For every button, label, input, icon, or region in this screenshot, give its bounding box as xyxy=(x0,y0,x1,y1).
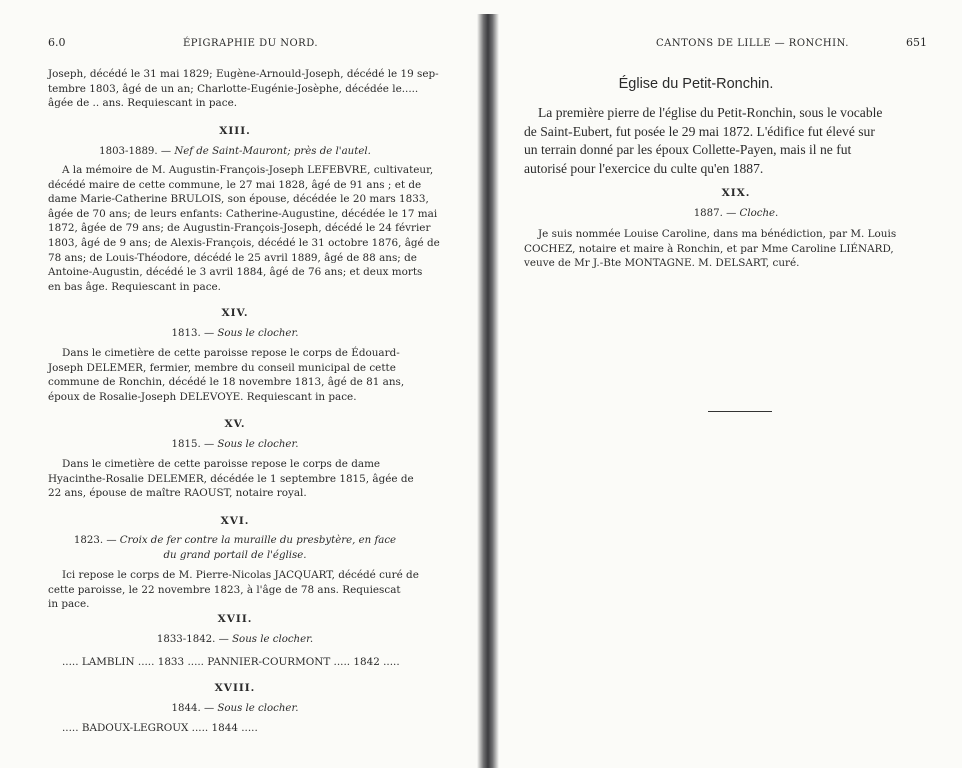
entry-text xyxy=(48,457,423,501)
entry-heading: 1813. — Sous le clocher. xyxy=(171,328,299,339)
intro-paragraph xyxy=(524,104,899,178)
text-line: ..... LAMBLIN ..... 1833 ..... PANNIER-COURMONT ..... 1842 ..... xyxy=(62,656,400,668)
text-line: décédé maire de cette commune, le 27 mai 1828, âgé de 91 ans ; et de xyxy=(48,178,422,191)
entry-location: Croix de fer contre la muraille du presbytère, en face xyxy=(119,535,397,546)
entry-text xyxy=(48,655,423,670)
entry-text xyxy=(48,346,423,404)
left-page-number: 6.0 xyxy=(48,36,66,49)
entry-numeral: XVIII. xyxy=(214,682,256,694)
entry-heading-cont xyxy=(0,550,470,561)
entry-numeral: XIV. xyxy=(221,307,249,319)
text-line: en bas âge. Requiescant in pace. xyxy=(48,280,221,293)
entry-date: 1803-1889. xyxy=(99,146,158,157)
entry-heading: 1844. — Sous le clocher. xyxy=(171,703,299,714)
text-line: Je suis nommée Louise Caroline, dans ma bénédiction, par M. Louis xyxy=(538,228,897,240)
entry-location: Nef de Saint-Mauront; près de l'autel. xyxy=(174,146,371,157)
text-line: Joseph DELEMER, fermier, membre du conseil municipal de cette xyxy=(48,361,396,374)
entry-location: Sous le clocher. xyxy=(217,439,299,450)
entry-numeral: XV. xyxy=(224,418,246,430)
section-title: Église du Petit-Ronchin. xyxy=(618,76,774,92)
text-line: autorisé pour l'exercice du culte qu'en 1887. xyxy=(524,160,764,176)
entry-text xyxy=(48,721,423,736)
end-rule xyxy=(708,411,772,412)
entry-date: 1813. xyxy=(171,328,201,339)
entry-heading: 1833-1842. — Sous le clocher. xyxy=(156,634,314,645)
intro-paragraph xyxy=(48,67,439,111)
entry-heading: 1815. — Sous le clocher. xyxy=(171,439,299,450)
right-page xyxy=(496,0,962,768)
right-page-number: 651 xyxy=(906,36,927,49)
text-line: Ici repose le corps de M. Pierre-Nicolas JACQUART, décédé curé de xyxy=(62,569,419,581)
entry-location: Cloche. xyxy=(739,208,779,219)
entry-heading: 1887. — Cloche. xyxy=(693,208,779,219)
text-line: Dans le cimetière de cette paroisse repose le corps de Édouard- xyxy=(62,347,400,359)
text-line: de Saint-Eubert, fut posée le 29 mai 1872. L'édifice fut élevé sur xyxy=(524,123,875,139)
left-running-head: ÉPIGRAPHIE DU NORD. xyxy=(183,38,319,49)
text-line: 78 ans; de Louis-Théodore, décédé le 25 avril 1889, âgé de 88 ans; de xyxy=(48,251,417,264)
text-line: âgée de 70 ans; de leurs enfants: Catherine-Augustine, décédée le 17 mai xyxy=(48,207,438,220)
right-running-head: CANTONS DE LILLE — RONCHIN. xyxy=(656,38,849,49)
text-line: Antoine-Augustin, décédé le 3 avril 1884, âgé de 76 ans; et deux morts xyxy=(48,266,423,279)
text-line: 1803, âgé de 9 ans; de Alexis-François, décédé le 31 octobre 1876, âgé de xyxy=(48,236,440,249)
text-line: un terrain donné par les époux Collette-Payen, mais il ne fut xyxy=(524,142,852,158)
text-line: A la mémoire de M. Augustin-François-Joseph LEFEBVRE, cultivateur, xyxy=(62,164,434,176)
entry-location-2: du grand portail de l'église. xyxy=(163,550,307,561)
text-line: 1872, âgée de 79 ans; de Augustin-François-Joseph, décédé le 24 février xyxy=(48,222,431,235)
entry-text xyxy=(48,568,423,612)
entry-date: 1833-1842. xyxy=(156,634,216,645)
entry-location: Sous le clocher. xyxy=(217,703,299,714)
text-line: ..... BADOUX-LEGROUX ..... 1844 ..... xyxy=(62,722,258,734)
text-line: veuve de Mr J.-Bte MONTAGNE. M. DELSART, curé. xyxy=(524,257,800,270)
entry-text xyxy=(48,163,440,294)
text-line: in pace. xyxy=(48,598,90,611)
entry-text xyxy=(524,227,904,271)
entry-heading: 1823. — Croix de fer contre la muraille du presbytère, en face xyxy=(73,535,397,546)
text-line: La première pierre de l'église du Petit-Ronchin, sous le vocable xyxy=(538,105,883,120)
text-line: commune de Ronchin, décédé le 18 novembre 1813, âgé de 81 ans, xyxy=(48,376,405,389)
entry-numeral: XIII. xyxy=(219,125,251,137)
text-line: Hyacinthe-Rosalie DELEMER, décédée le 1 septembre 1815, âgée de xyxy=(48,472,414,485)
text-line: époux de Rosalie-Joseph DELEVOYE. Requiescant in pace. xyxy=(48,390,357,403)
entry-date: 1815. xyxy=(171,439,201,450)
entry-numeral: XVII. xyxy=(217,613,253,625)
entry-date: 1844. xyxy=(171,703,201,714)
entry-location: Sous le clocher. xyxy=(217,328,299,339)
text-line: tembre 1803, âgé de un an; Charlotte-Eugénie-Josèphe, décédée le..... xyxy=(48,82,419,95)
text-line: dame Marie-Catherine BRULOIS, son épouse, décédée le 20 mars 1833, xyxy=(48,193,429,206)
left-page xyxy=(0,0,480,768)
text-line: 22 ans, épouse de maître RAOUST, notaire royal. xyxy=(48,487,307,500)
text-line: COCHEZ, notaire et maire à Ronchin, et par Mme Caroline LIÉNARD, xyxy=(524,242,894,255)
entry-heading: 1803-1889. — Nef de Saint-Mauront; près de l'autel. xyxy=(99,146,371,157)
text-line: Dans le cimetière de cette paroisse repose le corps de dame xyxy=(62,458,381,470)
entry-date: 1887. xyxy=(693,208,723,219)
entry-location: Sous le clocher. xyxy=(232,634,314,645)
entry-numeral: XVI. xyxy=(220,515,250,527)
text-line: Joseph, décédé le 31 mai 1829; Eugène-Arnould-Joseph, décédé le 19 sep- xyxy=(48,68,439,80)
entry-numeral: XIX. xyxy=(721,187,751,199)
text-line: cette paroisse, le 22 novembre 1823, à l'âge de 78 ans. Requiescat xyxy=(48,583,401,596)
entry-date: 1823. xyxy=(73,535,104,546)
text-line: âgée de .. ans. Requiescant in pace. xyxy=(48,97,238,110)
